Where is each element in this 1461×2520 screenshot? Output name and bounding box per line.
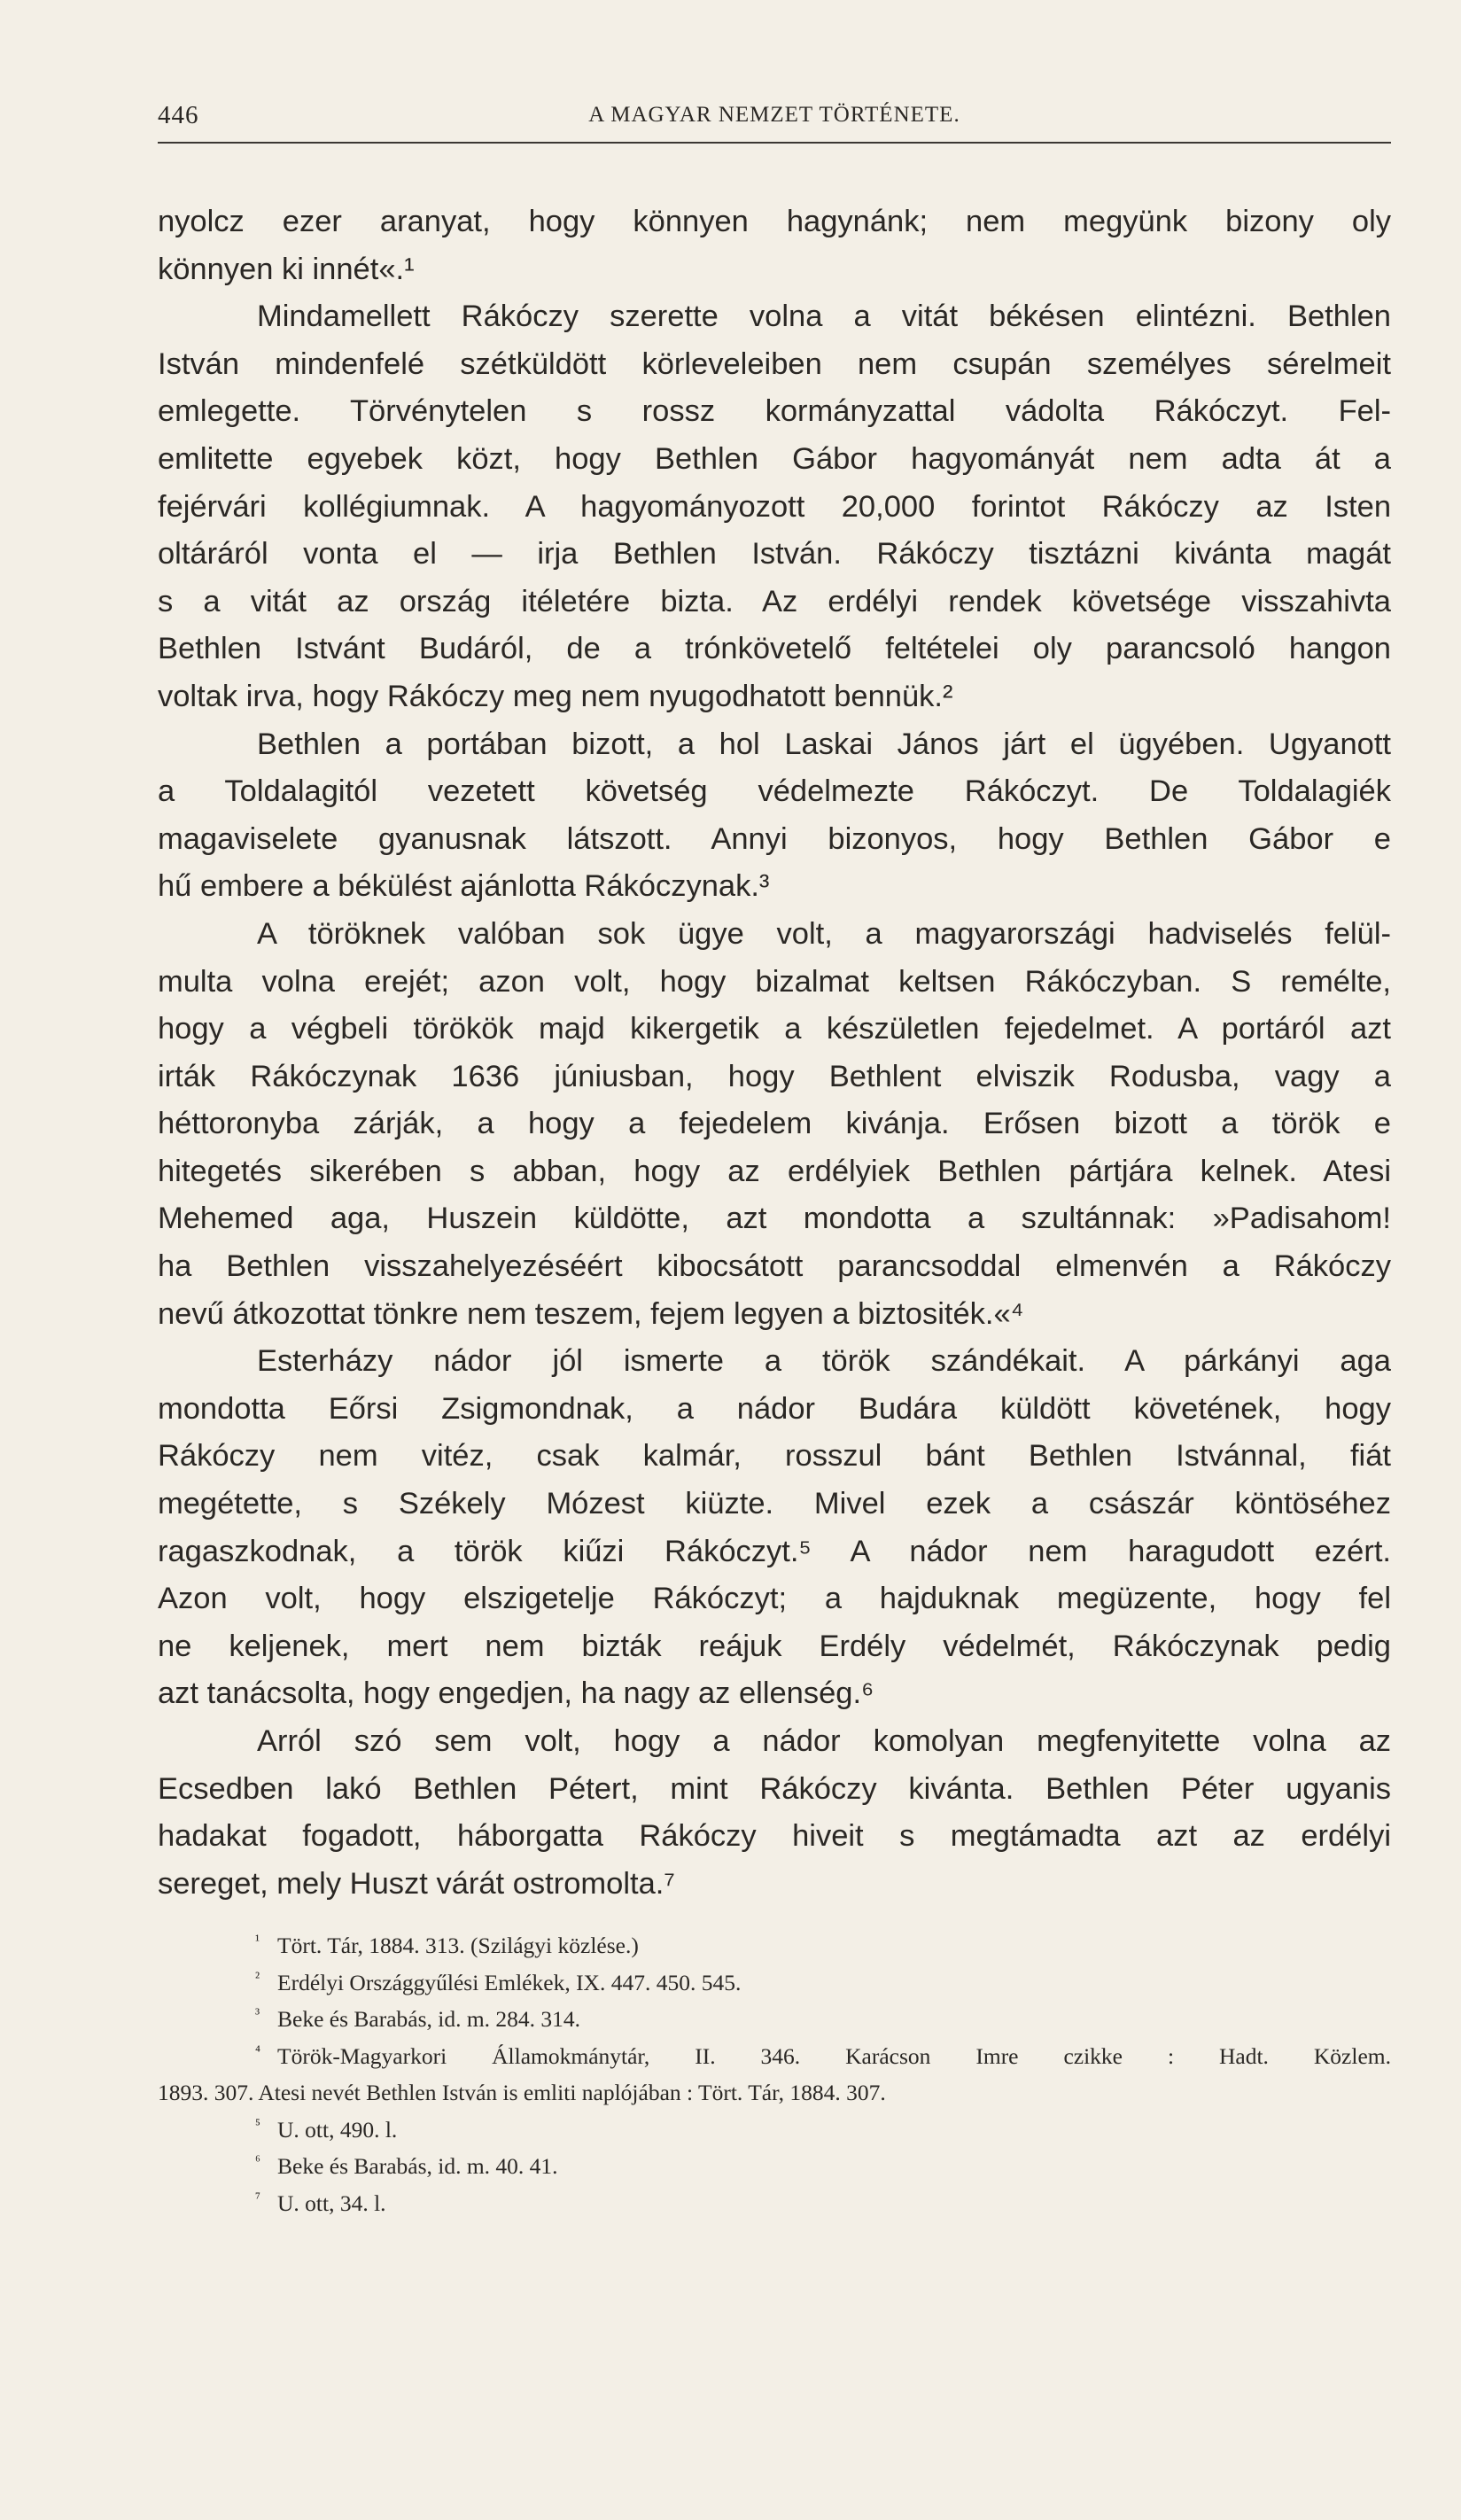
text-line: azt tanácsolta, hogy engedjen, ha nagy az ellenség.⁶ bbox=[158, 1676, 874, 1711]
footnote-mark: ⁷ bbox=[255, 2189, 260, 2206]
text-line: Mehemed aga, Huszein küldötte, azt mondotta a szultánnak: »Padisahom! bbox=[158, 1202, 1391, 1236]
text-line: A töröknek valóban sok ügye volt, a magyarországi hadviselés felül- bbox=[257, 916, 1391, 951]
footnote bbox=[158, 1927, 1391, 1964]
text-line: Bethlen Istvánt Budáról, de a trónkövetelő feltételei oly parancsoló hangon bbox=[158, 632, 1391, 666]
footnotes bbox=[158, 1927, 1391, 2221]
footnote bbox=[158, 2185, 1391, 2222]
text-line: Azon volt, hogy elszigetelje Rákóczyt; a hajduknak megüzente, hogy fel bbox=[158, 1582, 1391, 1616]
text-line: hitegetés sikerében s abban, hogy az erdélyiek Bethlen pártjára kelnek. Atesi bbox=[158, 1154, 1391, 1188]
running-title: A MAGYAR NEMZET TÖRTÉNETE. bbox=[588, 103, 960, 127]
footnote-text: Beke és Barabás, id. m. 40. 41. bbox=[277, 2153, 558, 2179]
text-line: oltáráról vonta el — irja Bethlen István. Rákóczy tisztázni kivánta magát bbox=[158, 537, 1391, 572]
text-line: héttoronyba zárják, a hogy a fejedelem kivánja. Erősen bizott a török e bbox=[158, 1107, 1391, 1141]
page-header bbox=[158, 101, 1391, 136]
footnote-text: U. ott, 490. l. bbox=[277, 2116, 398, 2143]
text-line: nevű átkozottat tönkre nem teszem, fejem legyen a biztositék.«⁴ bbox=[158, 1296, 1024, 1331]
text-line: s a vitát az ország itéletére bizta. Az erdélyi rendek követsége visszahivta bbox=[158, 584, 1391, 618]
text-line: a Toldalagitól vezetett követség védelmezte Rákóczyt. De Toldalagiék bbox=[158, 774, 1391, 809]
footnote bbox=[158, 1964, 1391, 2002]
footnote-text: U. ott, 34. l. bbox=[277, 2189, 386, 2216]
text-line: hogy a végbeli törökök majd kikergetik a készületlen fejedelmet. A portáról azt bbox=[158, 1012, 1391, 1046]
text-line: Bethlen a portában bizott, a hol Laskai János járt el ügyében. Ugyanott bbox=[257, 727, 1391, 761]
text-line: mondotta Eőrsi Zsigmondnak, a nádor Budára küldött követének, hogy bbox=[158, 1391, 1391, 1426]
text-line: ne keljenek, mert nem bizták reájuk Erdély védelmét, Rákóczynak pedig bbox=[158, 1629, 1391, 1663]
text-line: irták Rákóczynak 1636 júniusban, hogy Bethlent elviszik Rodusba, vagy a bbox=[158, 1059, 1391, 1093]
text-line: ha Bethlen visszahelyezéséért kibocsátott parancsoddal elmenvén a Rákóczy bbox=[158, 1249, 1391, 1284]
text-line: Rákóczy nem vitéz, csak kalmár, rosszul bánt Bethlen Istvánnal, fiát bbox=[158, 1439, 1391, 1474]
text-line: hű embere a békülést ajánlotta Rákóczynak.³ bbox=[158, 869, 770, 904]
text-line: megétette, s Székely Mózest kiüzte. Mivel ezek a császár köntöséhez bbox=[158, 1487, 1391, 1521]
text-line: ragaszkodnak, a török kiűzi Rákóczyt.⁵ A nádor nem haragudott ezért. bbox=[158, 1534, 1391, 1568]
text-line: Ecsedben lakó Bethlen Pétert, mint Rákóczy kivánta. Bethlen Péter ugyanis bbox=[158, 1771, 1391, 1806]
text-line: emlitette egyebek közt, hogy Bethlen Gábor hagyományát nem adta át a bbox=[158, 441, 1391, 476]
text-line: könnyen ki innét«.¹ bbox=[158, 252, 415, 286]
footnote bbox=[158, 2148, 1391, 2185]
text-line: emlegette. Törvénytelen s rossz kormányzattal vádolta Rákóczyt. Fel- bbox=[158, 394, 1391, 429]
footnote-text: Török-Magyarkori Államokmánytár, II. 346. Karácson Imre czikke : Hadt. Közlem. bbox=[277, 2042, 1391, 2069]
page-number: 446 bbox=[158, 101, 199, 129]
footnote-mark: ² bbox=[255, 1968, 260, 1986]
footnote bbox=[158, 2038, 1391, 2075]
text-line: Mindamellett Rákóczy szerette volna a vitát békésen elintézni. Bethlen bbox=[257, 299, 1391, 334]
text-line: magaviselete gyanusnak látszott. Annyi bizonyos, hogy Bethlen Gábor e bbox=[158, 821, 1391, 856]
footnote-mark: ⁵ bbox=[255, 2115, 260, 2133]
text-line: Esterházy nádor jól ismerte a török szándékait. A párkányi aga bbox=[257, 1344, 1391, 1379]
footnote-text: Tört. Tár, 1884. 313. (Szilágyi közlése.) bbox=[277, 1933, 639, 1958]
footnote bbox=[158, 2112, 1391, 2149]
footnote-continuation: 1893. 307. Atesi nevét Bethlen István is emliti naplójában : Tört. Tár, 1884. 307. bbox=[158, 2080, 886, 2105]
text-line: Arról szó sem volt, hogy a nádor komolyan megfenyitette volna az bbox=[257, 1724, 1391, 1758]
footnote-mark: ¹ bbox=[255, 1932, 260, 1948]
header-rule bbox=[158, 142, 1391, 144]
text-line: István mindenfelé szétküldött körleveleiben nem csupán személyes sérelmeit bbox=[158, 346, 1391, 381]
text-line: voltak irva, hogy Rákóczy meg nem nyugodhatott bennük.² bbox=[158, 679, 953, 713]
text-line: sereget, mely Huszt várát ostromolta.⁷ bbox=[158, 1866, 675, 1901]
text-line: hadakat fogadott, háborgatta Rákóczy hiveit s megtámadta azt az erdélyi bbox=[158, 1819, 1391, 1854]
footnote-mark: ⁶ bbox=[255, 2152, 260, 2169]
footnote bbox=[158, 2001, 1391, 2038]
footnote-mark: ³ bbox=[255, 2005, 260, 2022]
footnote-text: Erdélyi Országgyűlési Emlékek, IX. 447. 450. 545. bbox=[277, 1969, 742, 1995]
text-line: nyolcz ezer aranyat, hogy könnyen hagynánk; nem megyünk bizony oly bbox=[158, 205, 1391, 238]
footnote-mark: ⁴ bbox=[255, 2042, 260, 2059]
text-line: multa volna erejét; azon volt, hogy bizalmat keltsen Rákóczyban. S remélte, bbox=[158, 964, 1391, 999]
main-text bbox=[158, 198, 1391, 1908]
text-line: fejérvári kollégiumnak. A hagyományozott 20,000 forintot Rákóczy az Isten bbox=[158, 489, 1391, 524]
footnote-text: Beke és Barabás, id. m. 284. 314. bbox=[277, 2006, 581, 2032]
